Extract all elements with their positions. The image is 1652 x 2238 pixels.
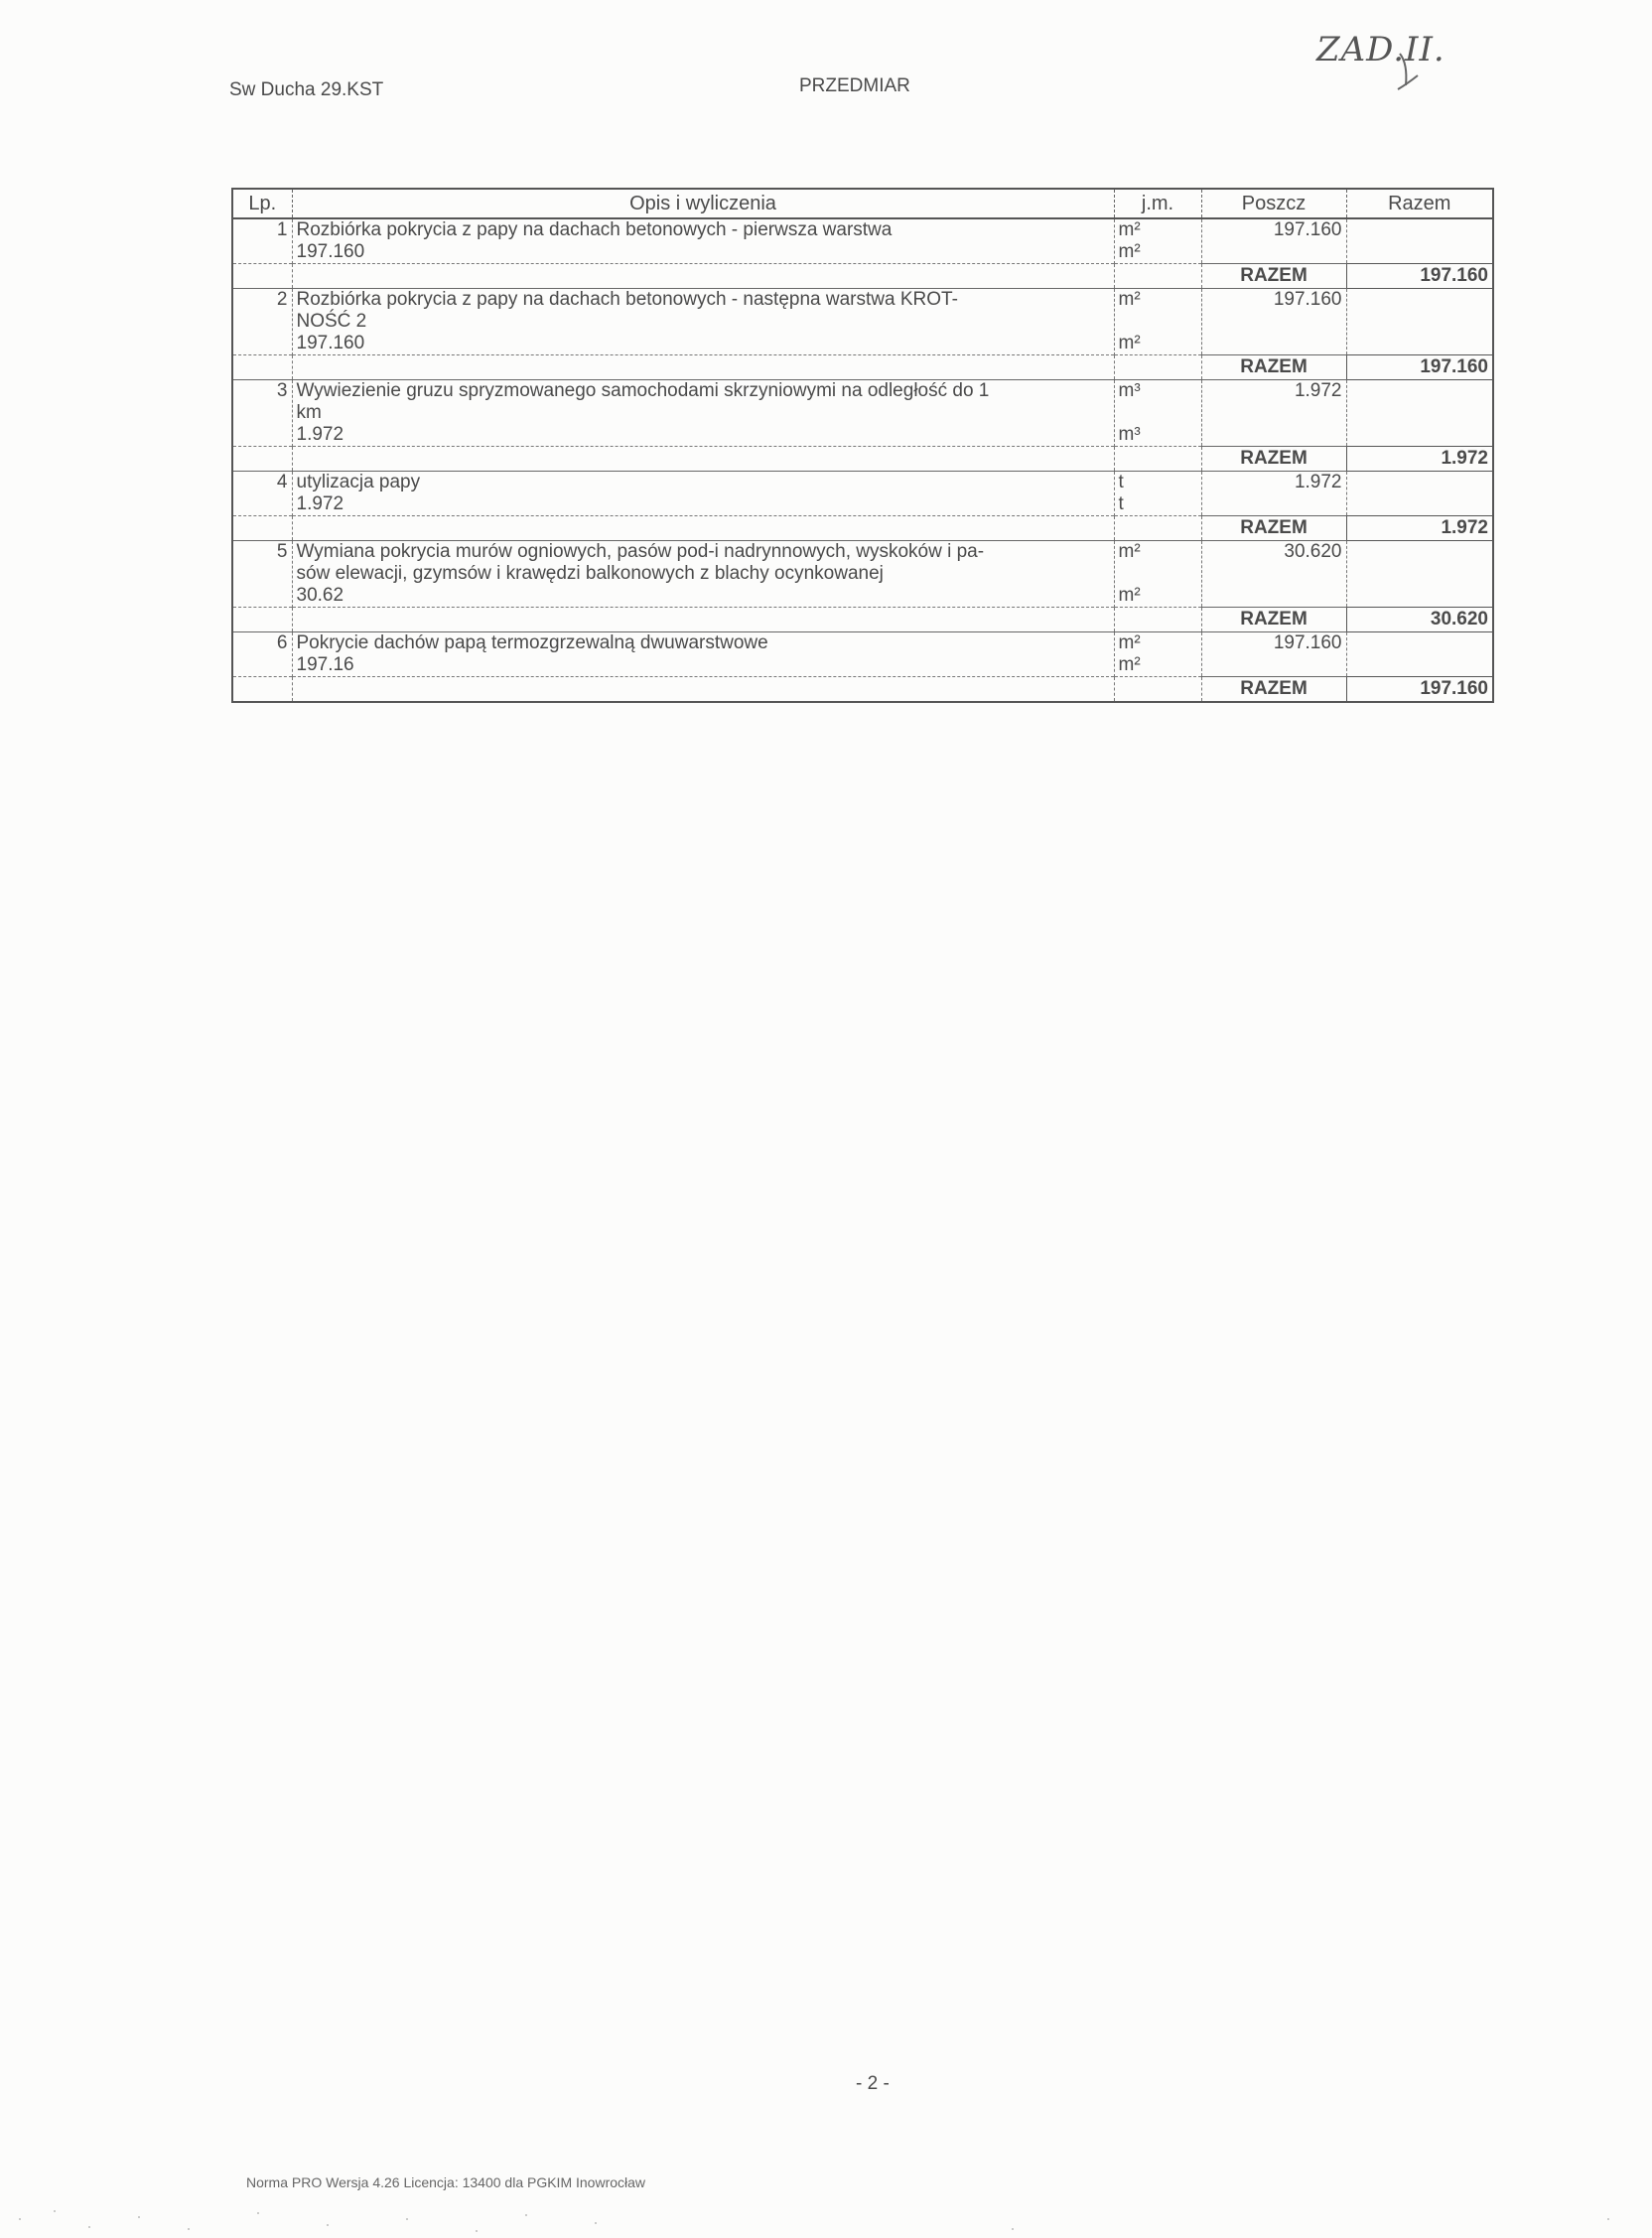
table-row (232, 380, 1493, 447)
table-row (232, 472, 1493, 516)
page-number: - 2 - (856, 2073, 890, 2094)
column-header-opis: Opis i wyliczenia (292, 189, 1114, 218)
position-quantity: 197.160 (1201, 632, 1346, 677)
position-description: Wymiana pokrycia murów ogniowych, pasów pod-i nadrynnowych, wyskoków i pa- sów elewacji, gzymsów i krawędzi balkonowych z blachy ocynkowanej 30.62 (292, 541, 1114, 608)
position-total-empty (1346, 218, 1493, 264)
position-total-empty (1346, 541, 1493, 608)
scan-noise-decoration (0, 2189, 1652, 2238)
position-unit: m² m² (1114, 541, 1201, 608)
file-name: Sw Ducha 29.KST (229, 79, 384, 100)
position-total-empty (1346, 632, 1493, 677)
position-description: Pokrycie dachów papą termozgrzewalną dwuwarstwowe 197.16 (292, 632, 1114, 677)
bill-of-quantities-table (231, 188, 1494, 703)
position-description: Rozbiórka pokrycia z papy na dachach betonowych - pierwsza warstwa 197.160 (292, 218, 1114, 264)
position-description: Rozbiórka pokrycia z papy na dachach betonowych - następna warstwa KROT- NOŚĆ 2 197.160 (292, 289, 1114, 355)
position-description: Wywiezienie gruzu spryzmowanego samochodami skrzyniowymi na odległość do 1 km 1.972 (292, 380, 1114, 447)
position-number: 5 (232, 541, 292, 608)
sum-total: 1.972 (1346, 447, 1493, 472)
position-quantity: 197.160 (1201, 218, 1346, 264)
position-number: 4 (232, 472, 292, 516)
position-number: 6 (232, 632, 292, 677)
position-total-empty (1346, 289, 1493, 355)
column-header-poszcz: Poszcz (1201, 189, 1346, 218)
sum-row (232, 264, 1493, 289)
column-header-lp: Lp. (232, 189, 292, 218)
position-quantity: 197.160 (1201, 289, 1346, 355)
sum-total: 30.620 (1346, 608, 1493, 632)
sum-label: RAZEM (1201, 516, 1346, 541)
sum-row (232, 516, 1493, 541)
document-title: PRZEDMIAR (799, 75, 910, 96)
sum-label: RAZEM (1201, 264, 1346, 289)
position-unit: m² m² (1114, 632, 1201, 677)
sum-row (232, 677, 1493, 703)
sum-total: 197.160 (1346, 264, 1493, 289)
table-header-row (232, 189, 1493, 218)
sum-total: 1.972 (1346, 516, 1493, 541)
position-unit: m² m² (1114, 289, 1201, 355)
position-unit: m³ m³ (1114, 380, 1201, 447)
sum-label: RAZEM (1201, 355, 1346, 380)
sum-total: 197.160 (1346, 677, 1493, 703)
stamp-text: ZAD.II. (1316, 30, 1446, 70)
table-row (232, 218, 1493, 264)
sum-total: 197.160 (1346, 355, 1493, 380)
position-quantity: 1.972 (1201, 472, 1346, 516)
position-unit: t t (1114, 472, 1201, 516)
table-row (232, 632, 1493, 677)
sum-row (232, 355, 1493, 380)
sum-label: RAZEM (1201, 608, 1346, 632)
position-quantity: 30.620 (1201, 541, 1346, 608)
table-row (232, 541, 1493, 608)
sum-row (232, 608, 1493, 632)
position-quantity: 1.972 (1201, 380, 1346, 447)
position-description: utylizacja papy 1.972 (292, 472, 1114, 516)
sum-label: RAZEM (1201, 677, 1346, 703)
handwritten-stamp (1308, 24, 1446, 95)
position-number: 3 (232, 380, 292, 447)
position-unit: m² m² (1114, 218, 1201, 264)
table-row (232, 289, 1493, 355)
position-number: 2 (232, 289, 292, 355)
position-number: 1 (232, 218, 292, 264)
column-header-razem: Razem (1346, 189, 1493, 218)
sum-row (232, 447, 1493, 472)
sum-label: RAZEM (1201, 447, 1346, 472)
position-total-empty (1346, 380, 1493, 447)
software-license-footer: Norma PRO Wersja 4.26 Licencja: 13400 dla PGKIM Inowrocław (246, 2174, 646, 2190)
column-header-jm: j.m. (1114, 189, 1201, 218)
position-total-empty (1346, 472, 1493, 516)
